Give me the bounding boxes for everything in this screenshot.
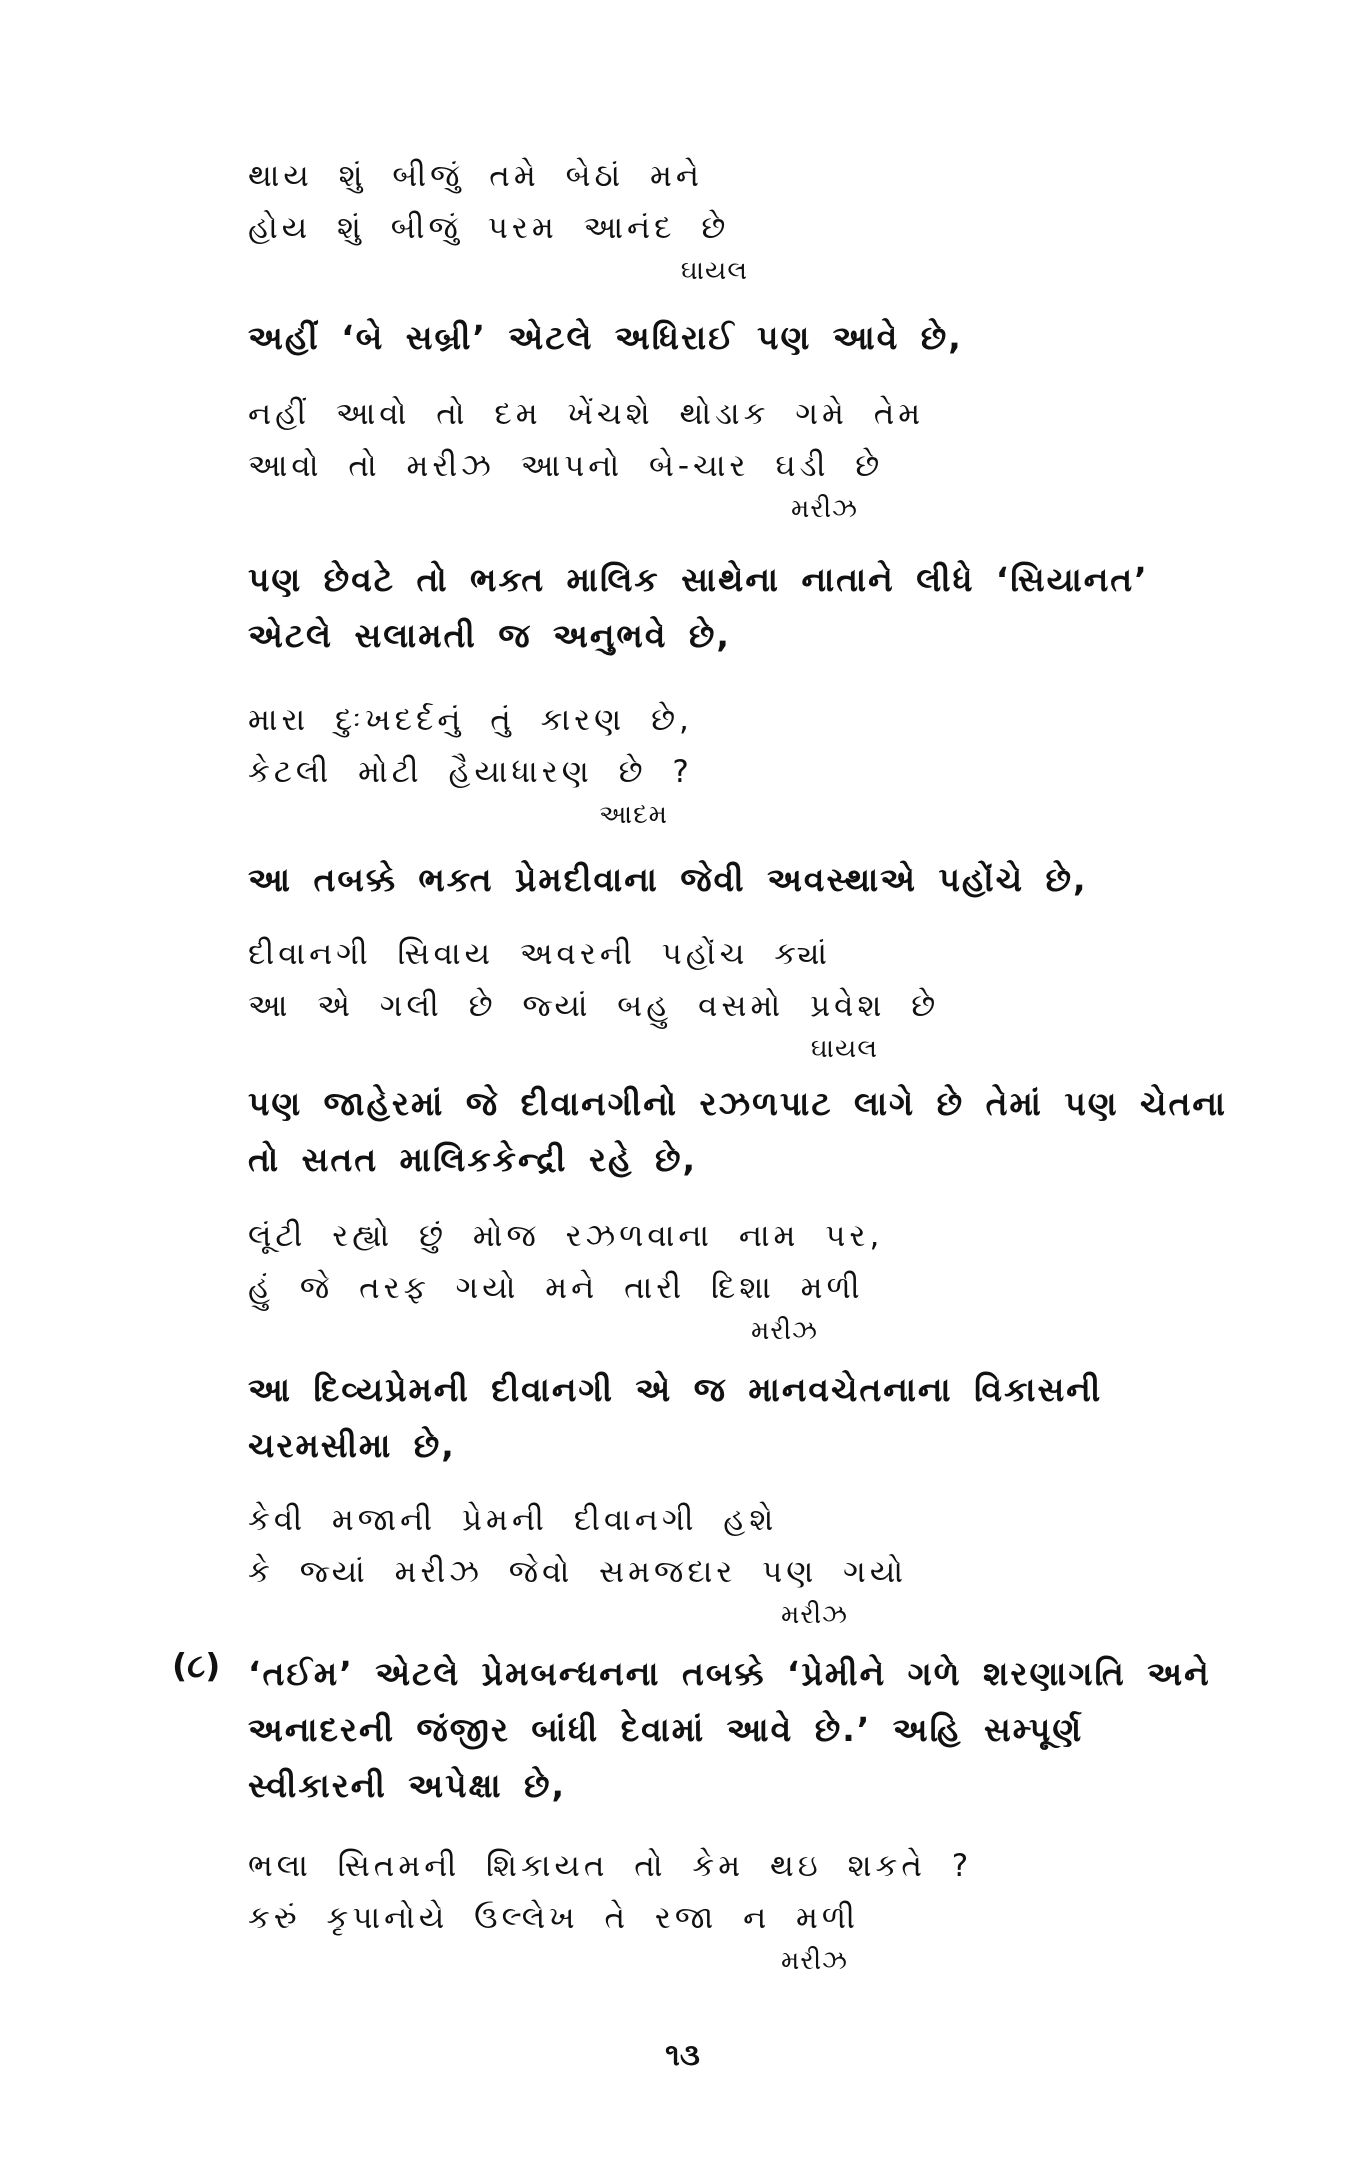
prose-paragraph — [248, 1362, 1102, 1474]
verse-line: લૂંટી રહ્યો છું મોજ રઝળવાના નામ પર, — [248, 1218, 884, 1254]
verse-line: થાય શું બીજું તમે બેઠાં મને — [248, 158, 703, 194]
couplet — [248, 1494, 907, 1632]
verse-line: કેટલી મોટી હૈયાધારણ છે ? — [248, 754, 693, 790]
prose-line: અનાદરની જંજીર બાંધી દેવામાં આવે છે.’ અહિ સમ્પૂર્ણ — [248, 1710, 1084, 1749]
verse-line: ભલા સિતમની શિકાયત તો કેમ થઇ શકતે ? — [248, 1848, 973, 1884]
verse-line: કે જ્યાં મરીઝ જેવો સમજદાર પણ ગયો — [248, 1554, 907, 1590]
prose-paragraph — [248, 852, 1088, 908]
verse-line: કેવી મજાની પ્રેમની દીવાનગી હશે — [248, 1502, 778, 1538]
prose-line: એટલે સલામતી જ અનુભવે છે, — [248, 616, 731, 655]
poet-name: આદમ — [599, 800, 668, 830]
poet-name: ઘાયલ — [680, 256, 748, 286]
couplet — [248, 694, 693, 832]
couplet — [248, 1210, 884, 1348]
poet-name: મરીઝ — [750, 1316, 818, 1346]
couplet — [248, 150, 748, 288]
verse-line: આવો તો મરીઝ આપનો બે-ચાર ઘડી છે — [248, 448, 884, 484]
prose-paragraph — [248, 552, 1149, 664]
couplet — [248, 388, 925, 526]
prose-paragraph — [248, 310, 963, 366]
verse-line: મારા દુઃખદર્દનું તું કારણ છે, — [248, 702, 693, 738]
verse-line: હોય શું બીજું પરમ આનંદ છે — [248, 210, 730, 246]
verse-line: કરું કૃપાનોયે ઉલ્લેખ તે રજા ન મળી — [248, 1900, 859, 1936]
verse-line: નહીં આવો તો દમ ખેંચશે થોડાક ગમે તેમ — [248, 396, 925, 432]
poet-name: મરીઝ — [790, 494, 858, 524]
poet-name: મરીઝ — [780, 1600, 848, 1630]
prose-line: પણ છેવટે તો ભક્ત માલિક સાથેના નાતાને લીધે ‘સિયાનત’ — [248, 560, 1149, 599]
prose-line: ‘તઈમ’ એટલે પ્રેમબન્ધનના તબક્કે ‘પ્રેમીને ગળે શરણાગતિ અને — [248, 1654, 1211, 1693]
prose-line: સ્વીકારની અપેક્ષા છે, — [248, 1766, 567, 1805]
verse-line: હું જે તરફ ગયો મને તારી દિશા મળી — [248, 1270, 864, 1306]
prose-line: પણ જાહેરમાં જે દીવાનગીનો રઝળપાટ લાગે છે તેમાં પણ ચેતના — [248, 1084, 1228, 1123]
poet-name: ઘાયલ — [810, 1034, 878, 1064]
prose-line: આ દિવ્યપ્રેમની દીવાનગી એ જ માનવચેતનાના વિકાસની — [248, 1370, 1103, 1409]
prose-line: અહીં ‘બે સબ્રી’ એટલે અધિરાઈ પણ આવે છે, — [248, 318, 963, 357]
prose-paragraph — [248, 1076, 1227, 1188]
couplet — [248, 1840, 973, 1978]
verse-line: દીવાનગી સિવાય અવરની પહોંચ ક્યાં — [248, 936, 832, 972]
poet-name: મરીઝ — [780, 1946, 848, 1976]
verse-line: આ એ ગલી છે જ્યાં બહુ વસમો પ્રવેશ છે — [248, 988, 940, 1024]
section-marker: (૮) — [172, 1646, 221, 1685]
prose-paragraph — [248, 1646, 1211, 1814]
prose-line: ચરમસીમા છે, — [248, 1426, 456, 1465]
prose-line: તો સતત માલિકકેન્દ્રી રહે છે, — [248, 1140, 698, 1179]
couplet — [248, 928, 940, 1066]
page-number: ૧૩ — [665, 2038, 700, 2073]
prose-line: આ તબક્કે ભક્ત પ્રેમદીવાના જેવી અવસ્થાએ પહોંચે છે, — [248, 860, 1088, 899]
